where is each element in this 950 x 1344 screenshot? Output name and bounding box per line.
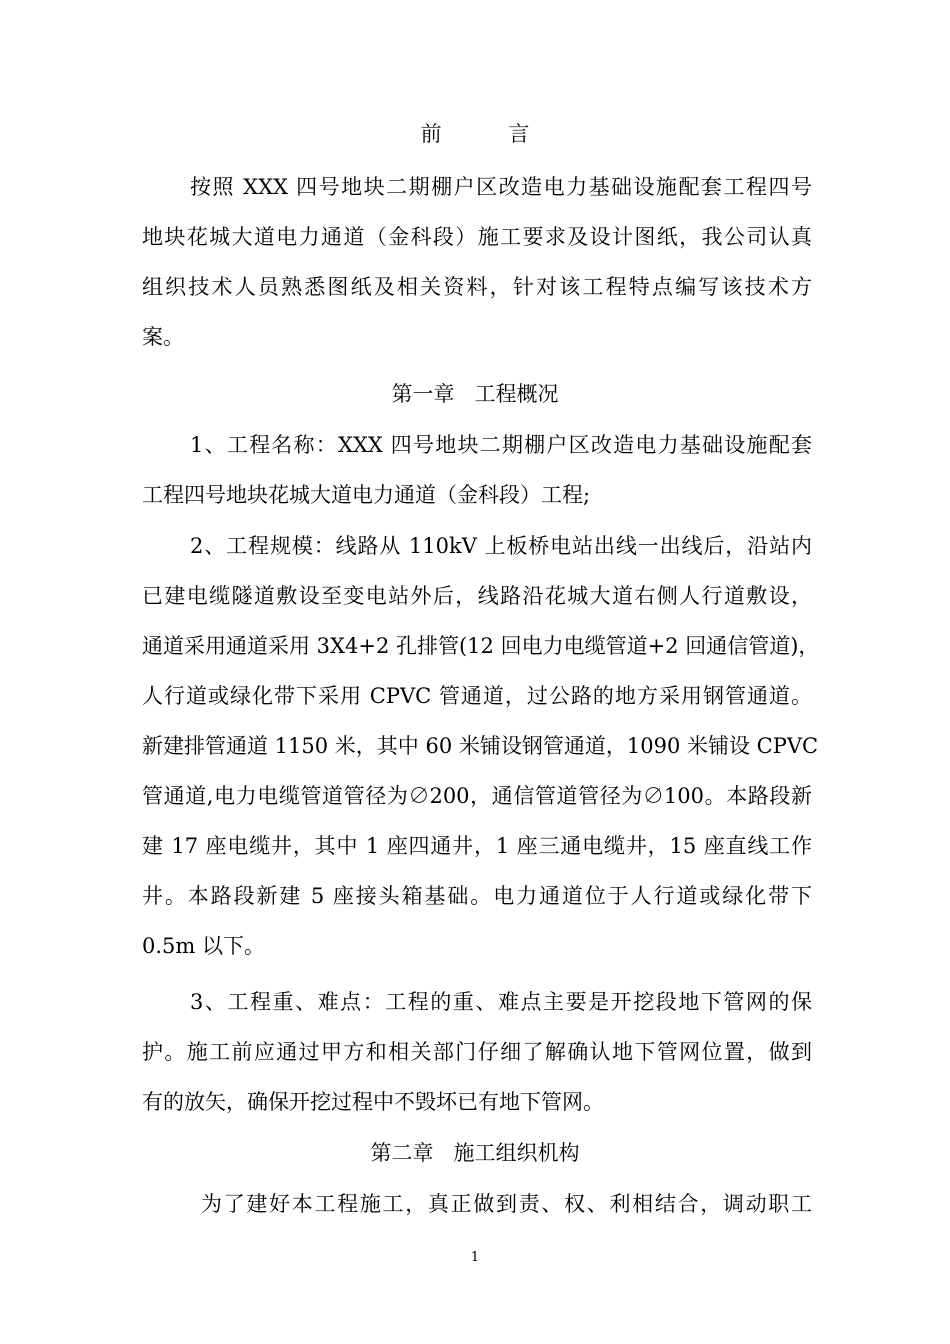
preface-line-1: 按照 XXX 四号地块二期棚户区改造电力基础设施配套工程四号 <box>190 175 812 199</box>
chapter-2-line-1: 为了建好本工程施工，真正做到责、权、利相结合，调动职工 <box>201 1192 812 1216</box>
chapter-1-heading: 第一章 工程概况 <box>391 382 559 406</box>
chapter-1-item-2-line-8: 井。本路段新建 5 座接头箱基础。电力通道位于人行道或绿化带下 <box>142 884 812 908</box>
chapter-1-item-1-line-2: 工程四号地块花城大道电力通道（金科段）工程; <box>142 483 591 507</box>
chapter-1-item-1-line-1: 1、工程名称：XXX 四号地块二期棚户区改造电力基础设施配套 <box>190 433 812 457</box>
chapter-1-item-2-line-3: 通道采用通道采用 3X4+2 孔排管(12 回电力电缆管道+2 回通信管道)， <box>142 634 820 658</box>
preface-line-4: 案。 <box>142 325 184 349</box>
chapter-1-item-3-line-1: 3、工程重、难点：工程的重、难点主要是开挖段地下管网的保 <box>190 990 812 1014</box>
chapter-1-item-2-line-4: 人行道或绿化带下采用 CPVC 管通道，过公路的地方采用钢管通道。 <box>142 684 812 708</box>
chapter-1-item-2-line-6: 管通道,电力电缆管道管径为∅200，通信管道管径为∅100。本路段新 <box>142 784 812 808</box>
chapter-2-heading: 第二章 施工组织机构 <box>370 1141 580 1165</box>
preface-heading: 前 言 <box>420 122 530 146</box>
chapter-1-item-2-line-2: 已建电缆隧道敷设至变电站外后，线路沿花城大道右侧人行道敷设， <box>142 584 812 608</box>
page-number: 1 <box>470 1250 480 1265</box>
chapter-1-item-2-line-5: 新建排管通道 1150 米，其中 60 米铺设钢管通道，1090 米铺设 CPVC <box>142 734 819 758</box>
chapter-1-item-2-line-9: 0.5m 以下。 <box>142 934 265 958</box>
chapter-1-item-3-line-2: 护。施工前应通过甲方和相关部门仔细了解确认地下管网位置，做到 <box>142 1040 812 1064</box>
chapter-1-item-3-line-3: 有的放矢，确保开挖过程中不毁坏已有地下管网。 <box>142 1090 604 1114</box>
chapter-1-item-2-line-1: 2、工程规模：线路从 110kV 上板桥电站出线一出线后，沿站内 <box>190 534 812 558</box>
chapter-1-item-2-line-7: 建 17 座电缆井，其中 1 座四通井，1 座三通电缆井，15 座直线工作 <box>142 834 812 858</box>
preface-line-2: 地块花城大道电力通道（金科段）施工要求及设计图纸，我公司认真 <box>142 225 812 249</box>
preface-line-3: 组织技术人员熟悉图纸及相关资料，针对该工程特点编写该技术方 <box>142 275 812 299</box>
